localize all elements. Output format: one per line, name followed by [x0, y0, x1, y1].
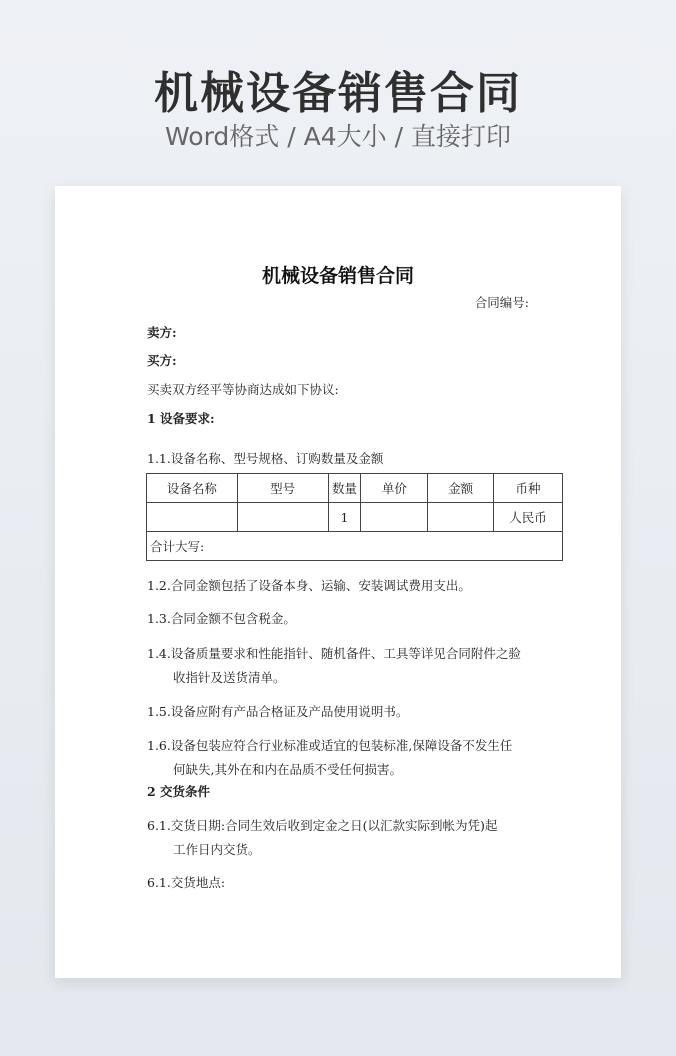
contract-number-label: 合同编号: [474, 295, 529, 310]
item-1-5 [147, 700, 542, 724]
table-header-cell: 型号 [237, 474, 328, 503]
item-1-1: 1.1.设备名称、型号规格、订购数量及金额 [147, 451, 384, 466]
item-continuation: 何缺失,其外在和内在品质不受任何损害。 [173, 762, 402, 777]
item-text: 设备应附有产品合格证及产品使用说明书。 [170, 704, 409, 719]
item-1-4 [147, 642, 542, 690]
table-cell: 人民币 [494, 503, 563, 532]
table-cell [428, 503, 494, 532]
banner-title: 机械设备销售合同 [154, 68, 522, 119]
item-number: 1.4. [147, 646, 171, 661]
item-text: 合同金额包括了设备本身、运输、安装调试费用支出。 [170, 578, 471, 593]
item-continuation: 工作日内交货。 [173, 842, 261, 857]
table-total-cell: 合计大写: [147, 532, 563, 561]
table-cell [147, 503, 238, 532]
equipment-table [146, 473, 563, 561]
table-cell: 1 [328, 503, 361, 532]
document-title: 机械设备销售合同 [261, 265, 414, 287]
item-text: 设备包装应符合行业标准或适宜的包装标准,保障设备不发生任 [170, 738, 513, 753]
table-cell [237, 503, 328, 532]
item-number: 6.1. [147, 875, 171, 890]
table-header-cell: 金额 [428, 474, 494, 503]
item-1-2 [147, 574, 542, 598]
item-text: 合同金额不包含税金。 [170, 611, 296, 626]
section2-heading: 2 交货条件 [147, 784, 211, 799]
banner-subtitle: Word格式 / A4大小 / 直接打印 [165, 122, 511, 151]
item-number: 6.1. [147, 818, 171, 833]
item-number: 1.2. [147, 578, 171, 593]
table-row [147, 503, 563, 532]
table-header-cell: 数量 [328, 474, 361, 503]
item-number: 1.6. [147, 738, 171, 753]
item-number: 1.3. [147, 611, 171, 626]
table-header-cell: 单价 [361, 474, 428, 503]
item-1-6 [147, 734, 542, 782]
buyer-label: 买方: [147, 353, 177, 368]
seller-label: 卖方: [147, 325, 177, 340]
table-cell [361, 503, 428, 532]
table-header-row [147, 474, 563, 503]
document-page [55, 186, 621, 978]
intro-text: 买卖双方经平等协商达成如下协议: [147, 382, 339, 397]
delivery-date-item [147, 814, 542, 862]
item-text: 交货地点: [170, 875, 226, 890]
delivery-place-item [147, 871, 542, 895]
section1-heading: 1 设备要求: [147, 411, 215, 426]
item-number: 1.5. [147, 704, 171, 719]
table-header-cell: 币种 [494, 474, 563, 503]
item-text: 设备质量要求和性能指针、随机备件、工具等详见合同附件之验 [170, 646, 521, 661]
item-1-3 [147, 607, 542, 631]
item-text: 交货日期:合同生效后收到定金之日(以汇款实际到帐为凭)起 [170, 818, 498, 833]
table-header-cell: 设备名称 [147, 474, 238, 503]
item-continuation: 收指针及送货清单。 [173, 670, 286, 685]
table-total-row [147, 532, 563, 561]
